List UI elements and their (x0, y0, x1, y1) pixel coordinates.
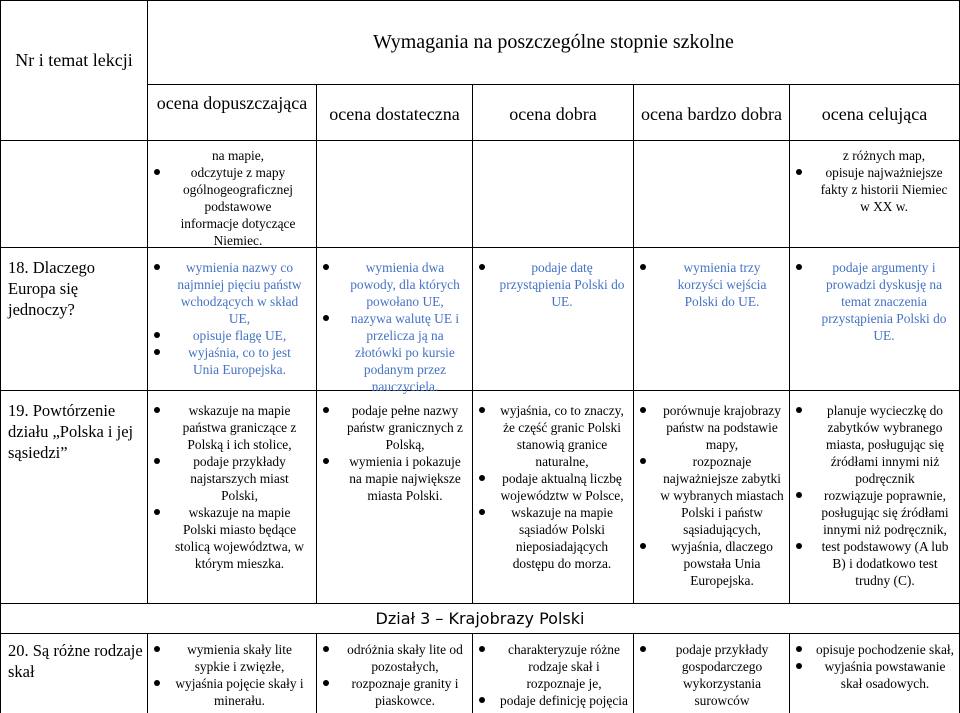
col-divider (472, 633, 473, 713)
row18-dop-list (150, 259, 305, 378)
grade-header-bardzo-dobra: ocena bardzo dobra (641, 104, 782, 124)
row19-bdb-list (636, 402, 784, 589)
requirement-item: podaje argumenty i prowadzi dyskusję na temat znaczenia przystąpienia Polski do UE. (792, 259, 952, 344)
row18-bdb-list (636, 259, 784, 310)
col-divider (633, 633, 634, 713)
col-divider (147, 633, 148, 713)
grade-header-dopuszczajaca: ocena dopuszczająca (156, 93, 308, 113)
grade-header-dostateczna: ocena dostateczna (329, 104, 460, 124)
row20-dop-list (150, 641, 305, 709)
lesson-18-title: 18. Dlaczego Europa się jednoczy? (8, 258, 96, 319)
requirement-item: wyjaśnia pojęcie skały i minerału. (150, 675, 305, 709)
row-divider (0, 633, 960, 634)
lesson-20-title: 20. Są różne rodzaje skał (8, 641, 143, 681)
row18-dost-list (319, 259, 467, 395)
lesson-19-title: 19. Powtórzenie działu „Polska i jej sąsiedzi” (8, 401, 134, 462)
requirement-item: planuje wycieczkę do zabytków wybranego miasta, posługując się źródłami innymi niż podręcznik (792, 402, 954, 487)
row-divider (0, 603, 960, 604)
lesson-column-header: Nr i temat lekcji (15, 50, 133, 70)
requirement-item: wyjaśnia, co to jest Unia Europejska. (150, 344, 305, 378)
requirement-item: odróżnia skały lite od pozostałych, (319, 641, 467, 675)
row20-dobra-list (475, 641, 629, 709)
col-divider (0, 0, 1, 713)
row18-dobra-list (475, 259, 625, 310)
col-divider (147, 0, 148, 603)
requirement-item: wskazuje na mapie państwa graniczące z Polską i ich stolice, (150, 402, 305, 453)
requirement-item: opisuje najważniejsze fakty z historii Niemiec w XX w. (792, 164, 952, 215)
header-bottom-line (0, 140, 960, 141)
col-divider (789, 633, 790, 713)
table-border-top (0, 0, 960, 1)
row18-cel-list (792, 259, 952, 344)
grade-header-celujaca: ocena celująca (821, 104, 928, 124)
requirement-item: wskazuje na mapie sąsiadów Polski nieposiadających dostępu do morza. (475, 504, 625, 572)
row19-dobra-list (475, 402, 625, 572)
requirement-item: wymienia dwa powody, dla których powołano UE, (319, 259, 467, 310)
row-divider (0, 247, 960, 248)
requirement-item: wymienia trzy korzyści wejścia Polski do UE. (636, 259, 784, 310)
row19-cel-list (792, 402, 954, 589)
requirement-item: podaje aktualną liczbę województw w Polsce, (475, 470, 625, 504)
col-divider (316, 633, 317, 713)
requirement-item: nazywa walutę UE i przelicza ją na złotówki po kursie podanym przez nauczyciela. (319, 310, 467, 395)
requirement-item: wyjaśnia powstawanie skał osadowych. (792, 658, 954, 692)
row20-cel-list (792, 641, 954, 692)
col-divider (789, 84, 790, 603)
requirement-item: podaje datę przystąpienia Polski do UE. (475, 259, 625, 310)
requirement-item: odczytuje z mapy ogólnogeograficznej podstawowe informacje dotyczące Niemiec. (150, 164, 302, 249)
col-divider (316, 84, 317, 603)
requirement-item: wymienia skały lite sypkie i zwięzłe, (150, 641, 305, 675)
row20-dost-list (319, 641, 467, 709)
requirement-item: podaje definicję pojęcia (475, 692, 629, 709)
row-divider (0, 390, 960, 391)
requirement-item: wyjaśnia, co to znaczy, że część granic Polski stanowią granice naturalne, (475, 402, 625, 470)
requirements-title: Wymagania na poszczególne stopnie szkolne (373, 31, 734, 53)
cont-cel-list (792, 147, 952, 215)
requirement-item: z różnych map, (842, 148, 926, 163)
requirement-item: na mapie, (211, 148, 265, 163)
cont-dop-list (150, 147, 302, 249)
section-3-title: Dział 3 – Krajobrazy Polski (375, 609, 585, 628)
requirement-item: podaje przykłady gospodarczego wykorzystania surowców (636, 641, 784, 709)
requirement-item: porównuje krajobrazy państw na podstawie mapy, (636, 402, 784, 453)
requirement-item: charakteryzuje różne rodzaje skał i rozpoznaje je, (475, 641, 629, 692)
requirement-item: wyjaśnia, dlaczego powstała Unia Europejska. (636, 538, 784, 589)
requirement-item: rozpoznaje granity i piaskowce. (319, 675, 467, 709)
requirement-item: opisuje flagę UE, (150, 327, 305, 344)
requirement-item: podaje pełne nazwy państw granicznych z Polską, (319, 402, 467, 453)
row19-dost-list (319, 402, 467, 504)
header-divider (147, 84, 960, 85)
col-divider (472, 84, 473, 603)
requirement-item: wymienia nazwy co najmniej pięciu państw wchodzących w skład UE, (150, 259, 305, 327)
requirement-item: rozwiązuje poprawnie, posługując się źródłami innymi niż podręcznik, (792, 487, 954, 538)
grade-header-dobra: ocena dobra (509, 104, 597, 124)
requirement-item: podaje przykłady najstarszych miast Polski, (150, 453, 305, 504)
col-divider (633, 84, 634, 603)
row20-bdb-list (636, 641, 784, 709)
requirement-item: opisuje pochodzenie skał, (792, 641, 954, 658)
requirement-item: test podstawowy (A lub B) i dodatkowo test trudny (C). (792, 538, 954, 589)
requirement-item: wskazuje na mapie Polski miasto będące stolicą województwa, w którym mieszka. (150, 504, 305, 572)
requirement-item: wymienia i pokazuje na mapie największe miasta Polski. (319, 453, 467, 504)
requirement-item: rozpoznaje najważniejsze zabytki w wybranych miastach Polski i państw sąsiadujących, (636, 453, 784, 538)
row19-dop-list (150, 402, 305, 572)
